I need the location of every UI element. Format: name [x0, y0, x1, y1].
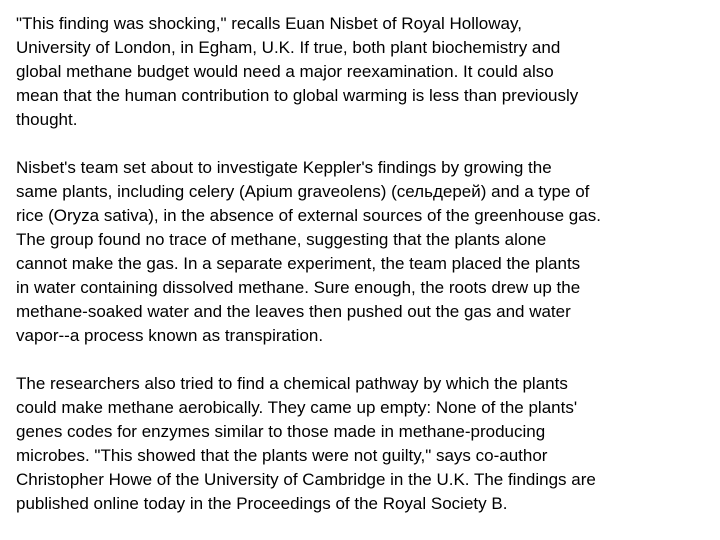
text-line: The researchers also tried to find a chemical pathway by which the plants: [16, 374, 568, 393]
text-line: global methane budget would need a major reexamination. It could also: [16, 62, 554, 81]
document-body: [16, 12, 716, 516]
text-line: could make methane aerobically. They came up empty: None of the plants': [16, 398, 578, 417]
text-line: microbes. "This showed that the plants were not guilty," says co-author: [16, 446, 548, 465]
text-line: same plants, including celery (Apium graveolens) (сельдерей) and a type of: [16, 182, 590, 201]
text-line: genes codes for enzymes similar to those made in methane-producing: [16, 422, 546, 441]
text-line: Nisbet's team set about to investigate Keppler's findings by growing the: [16, 158, 552, 177]
paragraph-1: [16, 12, 716, 132]
text-line: The group found no trace of methane, suggesting that the plants alone: [16, 230, 547, 249]
text-line: Christopher Howe of the University of Cambridge in the U.K. The findings are: [16, 470, 596, 489]
text-line: thought.: [16, 110, 78, 129]
text-line: mean that the human contribution to global warming is less than previously: [16, 86, 579, 105]
paragraph-2: [16, 156, 716, 348]
text-line: published online today in the Proceedings of the Royal Society B.: [16, 494, 508, 513]
text-line: "This finding was shocking," recalls Euan Nisbet of Royal Holloway,: [16, 14, 522, 33]
text-line: in water containing dissolved methane. Sure enough, the roots drew up the: [16, 278, 581, 297]
paragraph-3: [16, 372, 716, 516]
text-line: cannot make the gas. In a separate experiment, the team placed the plants: [16, 254, 581, 273]
text-line: methane-soaked water and the leaves then pushed out the gas and water: [16, 302, 571, 321]
text-line: University of London, in Egham, U.K. If true, both plant biochemistry and: [16, 38, 561, 57]
text-line: vapor--a process known as transpiration.: [16, 326, 324, 345]
text-line: rice (Oryza sativa), in the absence of external sources of the greenhouse gas.: [16, 206, 601, 225]
